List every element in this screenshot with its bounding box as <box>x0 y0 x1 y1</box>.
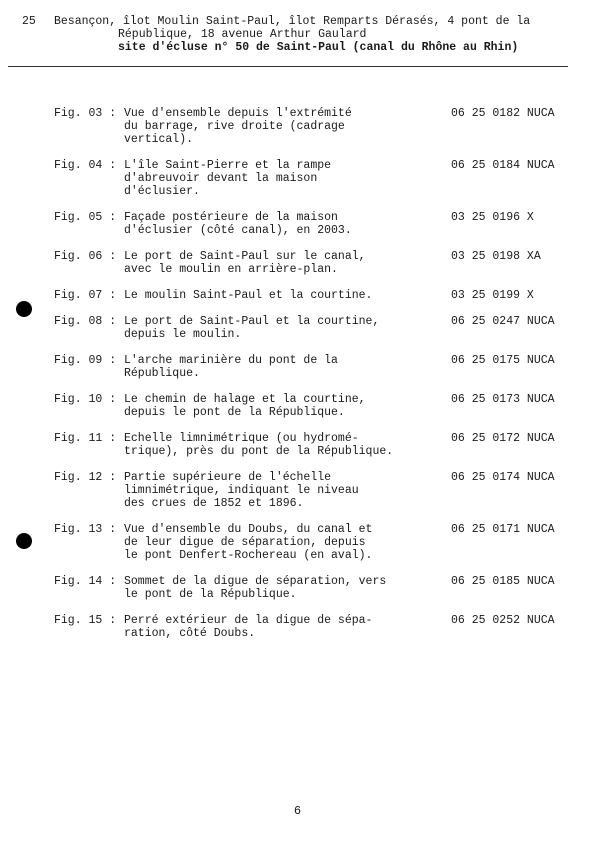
figure-caption-line: ration, côté Doubs. <box>124 627 256 640</box>
figure-caption-line: du barrage, rive droite (cadrage <box>124 120 345 133</box>
figure-caption <box>124 211 424 237</box>
photo-reference: 06 25 0172 NUCA <box>451 432 555 445</box>
figure-caption <box>124 393 424 419</box>
photo-reference: 06 25 0173 NUCA <box>451 393 555 406</box>
figure-number: Fig. 06 : <box>54 250 117 263</box>
figure-number: Fig. 15 : <box>54 614 117 627</box>
photo-reference: 06 25 0171 NUCA <box>451 523 555 536</box>
figure-number: Fig. 05 : <box>54 211 117 224</box>
figure-caption-line: Le port de Saint-Paul sur le canal, <box>124 250 366 263</box>
figure-caption <box>124 289 424 302</box>
bullet-marker <box>16 533 32 549</box>
header-divider <box>8 66 568 67</box>
header-address-line-1: Besançon, îlot Moulin Saint-Paul, îlot Remparts Dérasés, 4 pont de la <box>54 15 531 28</box>
figure-caption <box>124 159 424 198</box>
figure-number: Fig. 03 : <box>54 107 117 120</box>
figure-caption-line: d'abreuvoir devant la maison <box>124 172 318 185</box>
figure-caption-line: Echelle limnimétrique (ou hydromé- <box>124 432 359 445</box>
photo-reference: 06 25 0185 NUCA <box>451 575 555 588</box>
figure-number: Fig. 07 : <box>54 289 117 302</box>
figure-caption <box>124 471 424 510</box>
figure-number: Fig. 13 : <box>54 523 117 536</box>
figure-caption-line: des crues de 1852 et 1896. <box>124 497 304 510</box>
figure-caption-line: Façade postérieure de la maison <box>124 211 338 224</box>
figure-caption <box>124 354 424 380</box>
figure-caption-line: Vue d'ensemble depuis l'extrémité <box>124 107 352 120</box>
figure-caption-line: le pont Denfert-Rochereau (en aval). <box>124 549 373 562</box>
figure-number: Fig. 10 : <box>54 393 117 406</box>
figure-caption-line: L'île Saint-Pierre et la rampe <box>124 159 332 172</box>
figure-caption-line: Partie supérieure de l'échelle <box>124 471 332 484</box>
figure-caption-line: depuis le moulin. <box>124 328 242 341</box>
photo-reference: 03 25 0198 XA <box>451 250 541 263</box>
photo-reference: 06 25 0247 NUCA <box>451 315 555 328</box>
figure-caption-line: Le chemin de halage et la courtine, <box>124 393 366 406</box>
figure-caption <box>124 250 424 276</box>
figure-caption <box>124 432 424 458</box>
figure-caption-line: d'éclusier (côté canal), en 2003. <box>124 224 352 237</box>
figure-number: Fig. 12 : <box>54 471 117 484</box>
figure-number: Fig. 08 : <box>54 315 117 328</box>
header-site-title: site d'écluse n° 50 de Saint-Paul (canal du Rhône au Rhin) <box>118 41 519 54</box>
bullet-marker <box>16 301 32 317</box>
figure-caption-line: L'arche marinière du pont de la <box>124 354 338 367</box>
figure-caption-line: d'éclusier. <box>124 185 200 198</box>
figure-caption-line: Perré extérieur de la digue de sépa- <box>124 614 373 627</box>
figure-number: Fig. 09 : <box>54 354 117 367</box>
photo-reference: 06 25 0184 NUCA <box>451 159 555 172</box>
figure-number: Fig. 11 : <box>54 432 117 445</box>
photo-reference: 06 25 0174 NUCA <box>451 471 555 484</box>
figure-caption-line: limnimétrique, indiquant le niveau <box>124 484 359 497</box>
photo-reference: 03 25 0196 X <box>451 211 534 224</box>
figure-caption <box>124 315 424 341</box>
photo-reference: 06 25 0182 NUCA <box>451 107 555 120</box>
figure-caption-line: Sommet de la digue de séparation, vers <box>124 575 387 588</box>
figure-caption <box>124 523 424 562</box>
figure-caption-line: avec le moulin en arrière-plan. <box>124 263 338 276</box>
figure-caption <box>124 107 424 146</box>
photo-reference: 06 25 0175 NUCA <box>451 354 555 367</box>
figure-caption-line: Le moulin Saint-Paul et la courtine. <box>124 289 373 302</box>
figure-number: Fig. 04 : <box>54 159 117 172</box>
figure-caption <box>124 575 424 601</box>
figure-caption-line: le pont de la République. <box>124 588 297 601</box>
photo-reference: 06 25 0252 NUCA <box>451 614 555 627</box>
photo-reference: 03 25 0199 X <box>451 289 534 302</box>
figure-caption-line: vertical). <box>124 133 194 146</box>
figure-caption-line: Vue d'ensemble du Doubs, du canal et <box>124 523 373 536</box>
page-number: 6 <box>293 804 302 818</box>
figure-caption-line: trique), près du pont de la République. <box>124 445 394 458</box>
figure-caption-line: de leur digue de séparation, depuis <box>124 536 366 549</box>
header-address-line-2: République, 18 avenue Arthur Gaulard <box>118 28 367 41</box>
figure-caption <box>124 614 424 640</box>
figure-caption-line: Le port de Saint-Paul et la courtine, <box>124 315 380 328</box>
figure-number: Fig. 14 : <box>54 575 117 588</box>
figure-caption-line: République. <box>124 367 200 380</box>
department-number: 25 <box>22 15 36 28</box>
figure-caption-line: depuis le pont de la République. <box>124 406 345 419</box>
